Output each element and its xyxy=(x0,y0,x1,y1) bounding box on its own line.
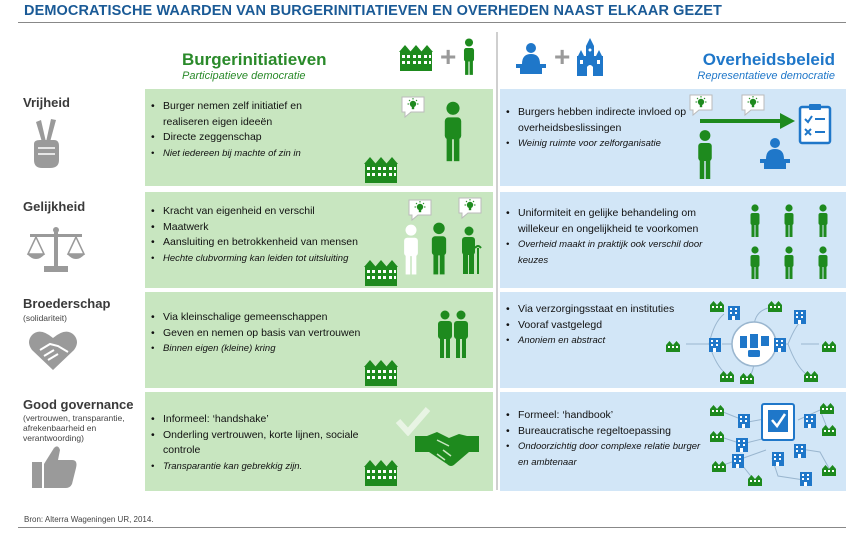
row-sublabel-good-governance: (vertrouwen, transparantie, afrekenbaarheid en verantwoording) xyxy=(23,413,125,443)
panel-vrijheid-burgerinitiatieven xyxy=(145,89,493,186)
peace-hand-icon xyxy=(28,118,64,170)
welfare-network-icon xyxy=(664,300,844,384)
plus-sign: + xyxy=(554,41,571,72)
elderly-person-icon xyxy=(457,226,483,276)
list-item: • Via kleinschalige gemeenschappen xyxy=(151,310,391,326)
idea-bulb-icon xyxy=(400,95,426,119)
idea-bulb-icon xyxy=(407,198,433,222)
town-hall-icon xyxy=(576,38,604,76)
panel-vrijheid-overheidsbeleid xyxy=(500,89,846,186)
bullet-list xyxy=(506,408,706,470)
list-item: • Overheid maakt in praktijk ook verschil door keuzes xyxy=(506,237,724,268)
list-item: • Aansluiting en betrokkenheid van mensen xyxy=(151,235,381,251)
person-icon xyxy=(816,246,830,280)
panel-broederschap-overheidsbeleid xyxy=(500,292,846,388)
list-item: • Uniformiteit en gelijke behandeling om willekeur en ongelijkheid te voorkomen xyxy=(506,206,724,237)
page-title: DEMOCRATISCHE WAARDEN VAN BURGERINITIATIEVEN EN OVERHEDEN NAAST ELKAAR GEZET xyxy=(24,3,722,19)
arrow-icon xyxy=(700,111,796,131)
list-item: • Maatwerk xyxy=(151,220,381,236)
row-label-broederschap: Broederschap xyxy=(23,296,111,311)
list-item: • Transparantie kan gebrekkig zijn. xyxy=(151,459,371,475)
person-icon xyxy=(696,129,714,181)
list-item: • Geven en nemen op basis van vertrouwen xyxy=(151,326,391,342)
houses-icon xyxy=(363,258,399,286)
panel-gelijkheid-overheidsbeleid xyxy=(500,192,846,288)
row-sublabel-broederschap: (solidariteit) xyxy=(23,313,67,323)
row-label-vrijheid: Vrijheid xyxy=(23,95,70,110)
panel-good-governance-burgerinitiatieven xyxy=(145,392,493,491)
two-people-icon xyxy=(435,310,471,360)
panel-gelijkheid-burgerinitiatieven xyxy=(145,192,493,288)
list-item: • Onderling vertrouwen, korte lijnen, sociale controle xyxy=(151,428,371,459)
bureaucracy-network-icon xyxy=(708,396,840,488)
houses-icon xyxy=(363,358,399,386)
list-item: • Directe zeggenschap xyxy=(151,130,346,146)
panel-good-governance-overheidsbeleid xyxy=(500,392,846,491)
bottom-divider xyxy=(18,527,846,528)
idea-bulb-icon xyxy=(457,196,483,220)
thumbs-up-icon xyxy=(32,444,78,488)
column-divider xyxy=(496,32,498,490)
government-header-icons xyxy=(514,38,604,76)
list-item: • Binnen eigen (kleine) kring xyxy=(151,341,391,357)
handshake-icon xyxy=(415,428,479,468)
row-label-good-governance: Good governance xyxy=(23,397,134,412)
bullet-list xyxy=(151,204,381,266)
person-icon xyxy=(782,204,796,238)
person-icon xyxy=(816,204,830,238)
houses-icon xyxy=(398,43,434,71)
top-divider xyxy=(18,22,846,23)
list-item: • Burger nemen zelf initiatief en realiseren eigen ideeën xyxy=(151,99,346,130)
civil-servant-icon xyxy=(758,135,792,169)
list-item: • Vooraf vastgelegd xyxy=(506,318,696,334)
citizens-header-icons xyxy=(398,38,476,76)
civil-servant-icon xyxy=(514,40,548,74)
person-icon xyxy=(748,246,762,280)
houses-icon xyxy=(363,155,399,183)
list-item: • Anoniem en abstract xyxy=(506,333,696,349)
person-icon xyxy=(748,204,762,238)
plus-sign: + xyxy=(440,41,457,72)
list-item: • Weinig ruimte voor zelforganisatie xyxy=(506,136,691,152)
list-item: • Ondoorzichtig door complexe relatie burger en ambtenaar xyxy=(506,439,706,470)
citizen-person-icon xyxy=(462,38,476,76)
person-icon xyxy=(782,246,796,280)
list-item: • Kracht van eigenheid en verschil xyxy=(151,204,381,220)
list-item: • Informeel: ‘handshake’ xyxy=(151,412,371,428)
source-note: Bron: Alterra Wageningen UR, 2014. xyxy=(24,515,154,524)
list-item: • Via verzorgingsstaat en instituties xyxy=(506,302,696,318)
panel-broederschap-burgerinitiatieven xyxy=(145,292,493,388)
list-item: • Niet iedereen bij machte of zin in xyxy=(151,146,346,162)
row-label-gelijkheid: Gelijkheid xyxy=(23,199,86,214)
person-icon xyxy=(427,222,451,276)
uniform-people-grid xyxy=(748,204,830,280)
bullet-list xyxy=(506,105,691,152)
list-item: • Burgers hebben indirecte invloed op overheidsbeslissingen xyxy=(506,105,691,136)
left-column-subtitle: Participatieve democratie xyxy=(182,70,306,82)
right-column-title: Overheidsbeleid xyxy=(702,50,835,69)
bullet-list xyxy=(151,412,371,474)
houses-icon xyxy=(363,458,399,486)
list-item: • Bureaucratische regeltoepassing xyxy=(506,424,706,440)
heart-hands-icon xyxy=(28,328,78,372)
list-item: • Hechte clubvorming kan leiden tot uitsluiting xyxy=(151,251,381,267)
left-column-title: Burgerinitiatieven xyxy=(182,50,327,69)
person-outline-icon xyxy=(401,224,421,276)
bullet-list xyxy=(151,99,346,161)
bullet-list xyxy=(151,310,391,357)
bullet-list xyxy=(506,206,724,268)
checklist-icon xyxy=(798,103,832,145)
right-column-subtitle: Representatieve democratie xyxy=(697,70,835,82)
scales-icon xyxy=(26,226,86,274)
person-icon xyxy=(442,101,464,163)
list-item: • Formeel: ‘handbook’ xyxy=(506,408,706,424)
